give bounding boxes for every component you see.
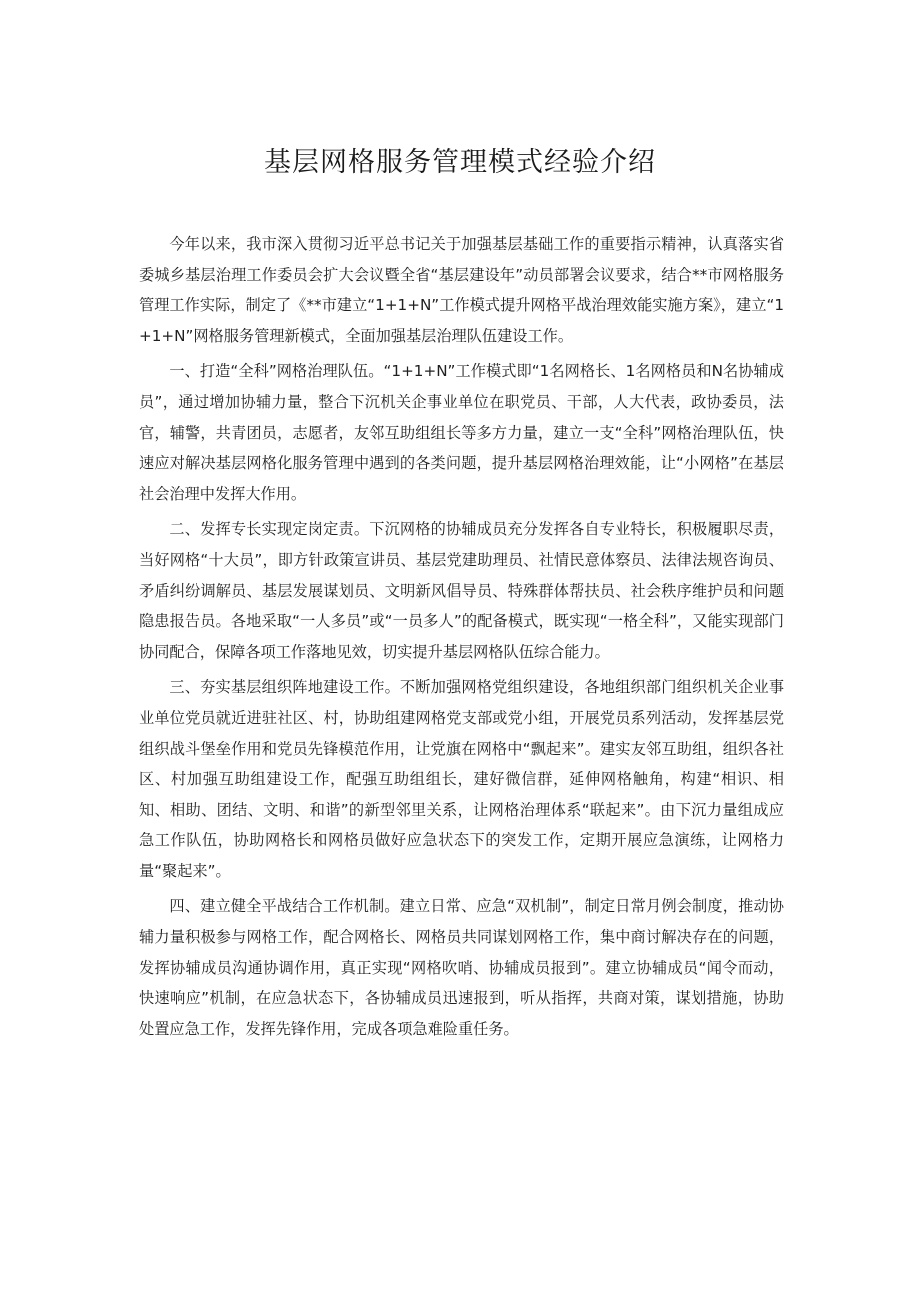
document-title: 基层网格服务管理模式经验介绍	[264, 147, 656, 178]
paragraph-section-2: 二、发挥专长实现定岗定责。下沉网格的协辅成员充分发挥各自专业特长，积极履职尽责，当好网格“十大员”，即方针政策宣讲员、基层党建助理员、社情民意体察员、法律法规咨询员、矛盾纠纷调解员、基层发展谋划员、文明新风倡导员、特殊群体帮扶员、社会秩序维护员和问题隐患报告员。各地采取“一人多员”或“一员多人”的配备模式，既实现“一格全科”，又能实现部门协同配合，保障各项工作落地见效，切实提升基层网格队伍综合能力。	[139, 520, 784, 661]
paragraph-section-4: 四、建立健全平战结合工作机制。建立日常、应急“双机制”，制定日常月例会制度，推动协辅力量积极参与网格工作，配合网格长、网格员共同谋划网格工作，集中商讨解决存在的问题，发挥协辅成员沟通协调作用，真正实现“网格吹哨、协辅成员报到”。建立协辅成员“闻令而动，快速响应”机制，在应急状态下，各协辅成员迅速报到，听从指挥，共商对策，谋划措施，协助处置应急工作，发挥先锋作用，完成各项急难险重任务。	[139, 897, 784, 1038]
paragraph-intro: 今年以来，我市深入贯彻习近平总书记关于加强基层基础工作的重要指示精神，认真落实省委城乡基层治理工作委员会扩大会议暨全省“基层建设年”动员部署会议要求，结合**市网格服务管理工作实际，制定了《**市建立“1+1+N”工作模式提升网格平战治理效能实施方案》，建立“1+1+N”网格服务管理新模式，全面加强基层治理队伍建设工作。	[139, 235, 784, 345]
paragraph-section-1: 一、打造“全科”网格治理队伍。“1+1+N”工作模式即“1名网格长、1名网格员和N名协辅成员”，通过增加协辅力量，整合下沉机关企事业单位在职党员、干部，人大代表，政协委员，法官，辅警，共青团员，志愿者，友邻互助组组长等多方力量，建立一支“全科”网格治理队伍，快速应对解决基层网格化服务管理中遇到的各类问题，提升基层网格治理效能，让“小网格”在基层社会治理中发挥大作用。	[139, 362, 784, 503]
document-body	[139, 229, 784, 1049]
paragraph-section-3: 三、夯实基层组织阵地建设工作。不断加强网格党组织建设，各地组织部门组织机关企业事业单位党员就近进驻社区、村，协助组建网格党支部或党小组，开展党员系列活动，发挥基层党组织战斗堡垒作用和党员先锋模范作用，让党旗在网格中“飘起来”。建实友邻互助组，组织各社区、村加强互助组建设工作，配强互助组组长，建好微信群，延伸网格触角，构建“相识、相知、相助、团结、文明、和谐”的新型邻里关系，让网格治理体系“联起来”。由下沉力量组成应急工作队伍，协助网格长和网格员做好应急状态下的突发工作，定期开展应急演练，让网格力量“聚起来”。	[139, 678, 784, 880]
